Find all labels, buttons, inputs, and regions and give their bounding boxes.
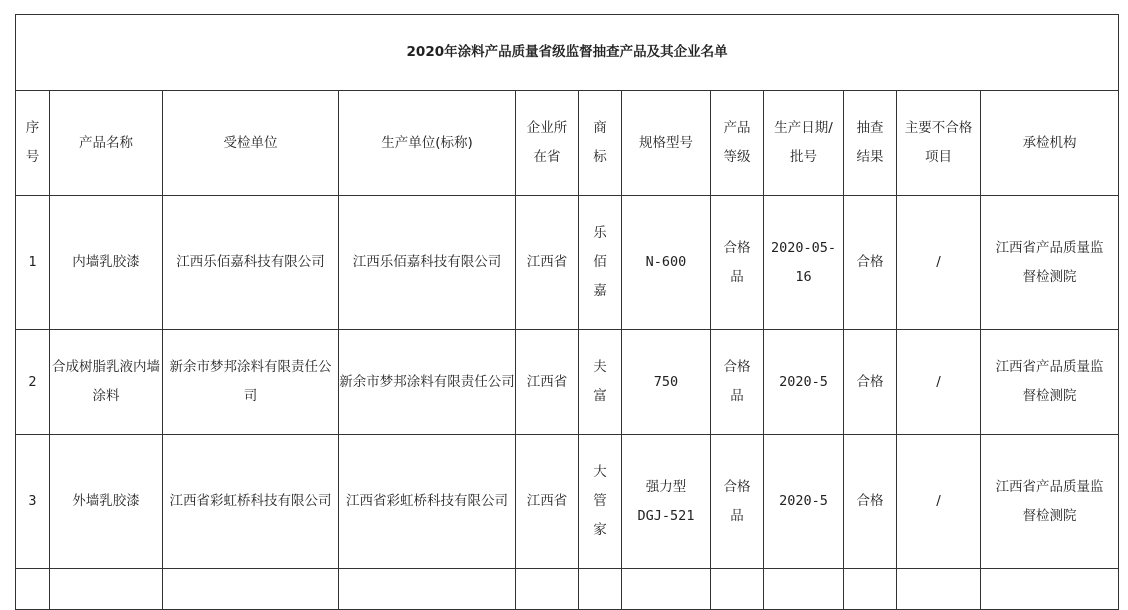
cell-spec: 强力型DGJ-521 [622, 435, 711, 569]
cell-date: 2020-05-16 [764, 196, 844, 330]
cell-spec: 750 [622, 330, 711, 435]
cell-seq: 2 [16, 330, 50, 435]
cell-inspected: 新余市梦邦涂料有限责任公司 [163, 330, 339, 435]
header-seq: 序号 [16, 91, 50, 196]
header-province: 企业所在省 [516, 91, 579, 196]
header-grade: 产品等级 [711, 91, 764, 196]
cell-producer: 江西乐佰嘉科技有限公司 [339, 196, 516, 330]
cell-inspected: 江西乐佰嘉科技有限公司 [163, 196, 339, 330]
cell-product: 外墙乳胶漆 [50, 435, 163, 569]
cell-seq: 3 [16, 435, 50, 569]
header-spec: 规格型号 [622, 91, 711, 196]
inspection-table [15, 14, 1119, 610]
cell-agency: 江西省产品质量监督检测院 [981, 435, 1119, 569]
header-row [16, 91, 1119, 196]
cell-grade: 合格品 [711, 330, 764, 435]
cell-spec: N-600 [622, 196, 711, 330]
cell-defect: / [897, 435, 981, 569]
cell-brand: 乐佰嘉 [579, 196, 622, 330]
cell-defect: / [897, 330, 981, 435]
table-row [16, 196, 1119, 330]
cell-producer: 新余市梦邦涂料有限责任公司 [339, 330, 516, 435]
table-row [16, 330, 1119, 435]
cell-product: 合成树脂乳液内墙涂料 [50, 330, 163, 435]
cell-grade: 合格品 [711, 435, 764, 569]
table-row [16, 435, 1119, 569]
cell-province: 江西省 [516, 435, 579, 569]
cell-inspected: 江西省彩虹桥科技有限公司 [163, 435, 339, 569]
cell-brand: 夫富 [579, 330, 622, 435]
cell-result: 合格 [844, 330, 897, 435]
header-result: 抽查结果 [844, 91, 897, 196]
cell-result: 合格 [844, 435, 897, 569]
cell-province: 江西省 [516, 330, 579, 435]
header-defect: 主要不合格项目 [897, 91, 981, 196]
cell-province: 江西省 [516, 196, 579, 330]
header-product: 产品名称 [50, 91, 163, 196]
header-agency: 承检机构 [981, 91, 1119, 196]
cell-result: 合格 [844, 196, 897, 330]
cell-agency: 江西省产品质量监督检测院 [981, 330, 1119, 435]
cell-product: 内墙乳胶漆 [50, 196, 163, 330]
header-date: 生产日期/批号 [764, 91, 844, 196]
table-title: 2020年涂料产品质量省级监督抽查产品及其企业名单 [16, 15, 1119, 91]
cell-producer: 江西省彩虹桥科技有限公司 [339, 435, 516, 569]
header-inspected: 受检单位 [163, 91, 339, 196]
header-producer: 生产单位(标称) [339, 91, 516, 196]
cell-date: 2020-5 [764, 330, 844, 435]
cell-seq: 1 [16, 196, 50, 330]
header-brand: 商标 [579, 91, 622, 196]
cell-grade: 合格品 [711, 196, 764, 330]
cell-date: 2020-5 [764, 435, 844, 569]
cell-brand: 大管家 [579, 435, 622, 569]
cell-agency: 江西省产品质量监督检测院 [981, 196, 1119, 330]
cell-defect: / [897, 196, 981, 330]
